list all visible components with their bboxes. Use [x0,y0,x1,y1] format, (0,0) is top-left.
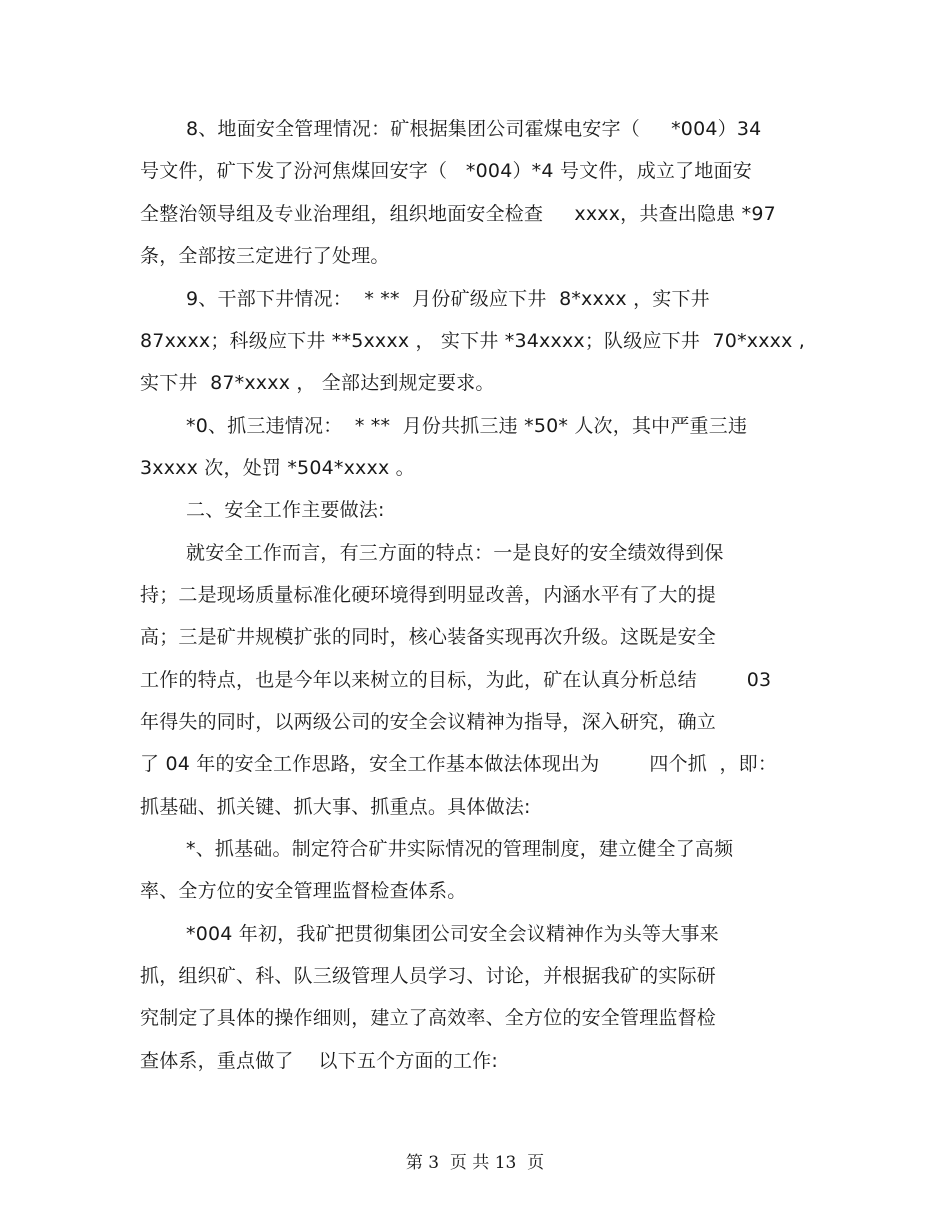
paragraph-line: 年得失的同时，以两级公司的安全会议精神为指导，深入研究，确立 [140,711,717,733]
paragraph-line: *0、抓三违情况： * ** 月份共抓三违 *50* 人次，其中严重三违 [186,415,748,437]
paragraph-line: 工作的特点，也是今年以来树立的目标，为此，矿在认真分析总结 03 [140,669,772,691]
section-heading: 二、安全工作主要做法: [186,499,385,521]
page-number-footer: 第 3 页 共 13 页 [405,1153,545,1173]
paragraph-line: 高；三是矿井规模扩张的同时，核心装备实现再次升级。这既是安全 [140,626,717,648]
paragraph-line: 9、干部下井情况： * ** 月份矿级应下井 8*xxxx ，实下井 [186,288,710,310]
paragraph-line: 条，全部按三定进行了处理。 [140,245,390,267]
paragraph-line: 实下井 87*xxxx ， 全部达到规定要求。 [140,372,495,394]
paragraph-line: 率、全方位的安全管理监督检查体系。 [140,880,467,902]
paragraph-line: 究制定了具体的操作细则，建立了高效率、全方位的安全管理监督检 [140,1007,717,1029]
paragraph-line: 就安全工作而言，有三方面的特点：一是良好的安全绩效得到保 [186,542,724,564]
paragraph-line: 查体系，重点做了 以下五个方面的工作: [140,1050,498,1072]
paragraph-line: 抓，组织矿、科、队三级管理人员学习、讨论，并根据我矿的实际研 [140,965,717,987]
paragraph-line: 抓基础、抓关键、抓大事、抓重点。具体做法: [140,796,531,818]
paragraph-line: 了 04 年的安全工作思路，安全工作基本做法体现出为 四个抓 ，即： [140,753,778,775]
paragraph-line: 持；二是现场质量标准化硬环境得到明显改善，内涵水平有了大的提 [140,584,717,606]
paragraph-line: 全整治领导组及专业治理组，组织地面安全检查 xxxx，共查出隐患 *97 [140,203,776,225]
paragraph-line: *004 年初，我矿把贯彻集团公司安全会议精神作为头等大事来 [186,923,719,945]
paragraph-line: 87xxxx；科级应下井 **5xxxx ， 实下井 *34xxxx；队级应下井 70*xxxx , [140,330,806,352]
paragraph-line: 8、地面安全管理情况：矿根据集团公司霍煤电安字（ *004）34 [186,118,762,140]
paragraph-line: *、抓基础。制定符合矿井实际情况的管理制度，建立健全了高频 [186,838,734,860]
paragraph-line: 3xxxx 次，处罚 *504*xxxx 。 [140,457,415,479]
paragraph-line: 号文件，矿下发了汾河焦煤回安字（ *004）*4 号文件，成立了地面安 [140,160,752,182]
